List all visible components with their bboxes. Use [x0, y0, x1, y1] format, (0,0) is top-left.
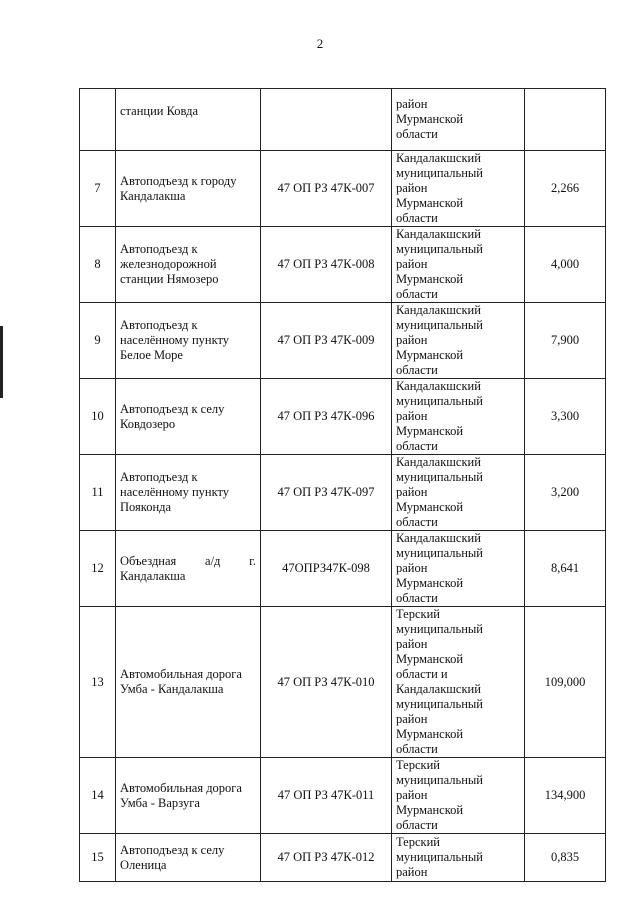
row-number: 12	[80, 531, 116, 607]
district-line: области	[396, 363, 438, 377]
district-line: области	[396, 127, 438, 141]
district	[392, 758, 525, 834]
road-code: 47 ОП РЗ 47К-096	[261, 379, 392, 455]
road-name-line: Кандалакша	[120, 188, 186, 203]
road-length	[525, 89, 606, 151]
district	[392, 455, 525, 531]
table-row	[80, 151, 606, 227]
row-number: 8	[80, 227, 116, 303]
road-name-line: Умба - Кандалакша	[120, 682, 224, 696]
road-name-line: Ковдозеро	[120, 416, 176, 431]
road-name	[116, 834, 261, 882]
district-line: район	[396, 409, 428, 423]
road-name-line: Автомобильная дорога	[120, 667, 242, 681]
district	[392, 607, 525, 758]
road-name-line: Автомобильная дорога	[120, 780, 242, 795]
row-number: 15	[80, 834, 116, 882]
district-line: Терский	[396, 607, 440, 621]
road-name-line	[120, 89, 256, 104]
district-line: муниципальный	[396, 318, 483, 332]
road-code: 47ОПРЗ47К-098	[261, 531, 392, 607]
district-line: Кандалакшский	[396, 227, 481, 241]
district-line: район	[396, 181, 428, 195]
road-name	[116, 455, 261, 531]
road-name	[116, 531, 261, 607]
district-line: муниципальный	[396, 546, 483, 560]
district-line: муниципальный	[396, 470, 483, 484]
district-line: Мурманской	[396, 424, 464, 438]
district-line: области	[396, 742, 438, 756]
district-line: Мурманской	[396, 196, 464, 210]
district-line: Мурманской	[396, 727, 464, 741]
table-row	[80, 227, 606, 303]
district-line: области	[396, 287, 438, 301]
table-row	[80, 303, 606, 379]
district-line: район	[396, 485, 428, 499]
road-length: 134,900	[525, 758, 606, 834]
district-line: муниципальный	[396, 622, 483, 636]
road-name-line: Автоподъезд к селу	[120, 842, 225, 857]
road-name-word: а/д	[205, 553, 221, 568]
road-name-word: Объездная	[120, 553, 177, 568]
road-length: 7,900	[525, 303, 606, 379]
road-length: 0,835	[525, 834, 606, 882]
road-length: 3,200	[525, 455, 606, 531]
district-line: Мурманской	[396, 348, 464, 362]
district-line: муниципальный	[396, 166, 483, 180]
table-row	[80, 455, 606, 531]
table-row	[80, 758, 606, 834]
road-name	[116, 379, 261, 455]
district-line: Кандалакшский	[396, 455, 481, 469]
road-name-line: станции Нямозеро	[120, 272, 219, 286]
district	[392, 151, 525, 227]
road-name-line: Автоподъезд к городу	[120, 173, 237, 188]
roads-table	[79, 88, 606, 882]
district-line: Кандалакшский	[396, 151, 481, 165]
road-name	[116, 758, 261, 834]
page-number: 2	[316, 36, 324, 51]
row-number: 11	[80, 455, 116, 531]
district-line: области	[396, 515, 438, 529]
road-name-line: Автоподъезд к	[120, 470, 198, 484]
road-name-word: г.	[249, 553, 256, 568]
district-line: Мурманской	[396, 112, 464, 126]
road-name-line: населённому пункту	[120, 485, 230, 499]
road-name-line: станции Ковда	[120, 104, 199, 118]
row-number: 13	[80, 607, 116, 758]
road-name	[116, 303, 261, 379]
road-name	[116, 151, 261, 227]
road-name-line: Оленица	[120, 857, 167, 872]
district	[392, 379, 525, 455]
road-length: 109,000	[525, 607, 606, 758]
district-line: район	[396, 788, 428, 802]
road-name	[116, 607, 261, 758]
table-row	[80, 531, 606, 607]
table-row	[80, 379, 606, 455]
road-name-line: Пояконда	[120, 500, 172, 514]
district-line: Мурманской	[396, 803, 464, 817]
road-name-line: Кандалакша	[120, 568, 186, 583]
row-number	[80, 89, 116, 151]
district-line: области	[396, 818, 438, 832]
district-line: Кандалакшский	[396, 379, 481, 393]
road-code: 47 ОП РЗ 47К-011	[261, 758, 392, 834]
district	[392, 834, 525, 882]
district-line: район	[396, 257, 428, 271]
district-line: Мурманской	[396, 272, 464, 286]
district-line: муниципальный	[396, 773, 483, 787]
row-number: 14	[80, 758, 116, 834]
road-code	[261, 89, 392, 151]
road-code: 47 ОП РЗ 47К-012	[261, 834, 392, 882]
district-line: муниципальный	[396, 697, 483, 711]
road-name-line: железнодорожной	[120, 257, 217, 271]
district	[392, 303, 525, 379]
district-line: Мурманской	[396, 652, 464, 666]
road-name-line	[120, 554, 256, 569]
road-code: 47 ОП РЗ 47К-007	[261, 151, 392, 227]
road-length: 4,000	[525, 227, 606, 303]
road-name-line: населённому пункту	[120, 333, 230, 347]
district	[392, 227, 525, 303]
road-name-line: Белое Море	[120, 348, 183, 362]
district-line: район	[396, 712, 428, 726]
district-line: области и	[396, 667, 448, 681]
row-number: 10	[80, 379, 116, 455]
district	[392, 89, 525, 151]
district-line: Кандалакшский	[396, 531, 481, 545]
district-line: Мурманской	[396, 576, 464, 590]
road-name-line: Автоподъезд к	[120, 318, 198, 332]
roads-table-body	[80, 89, 606, 882]
road-name-line: Автоподъезд к селу	[120, 401, 225, 416]
district-line: Терский	[396, 835, 440, 849]
district-line: район	[396, 637, 428, 651]
district	[392, 531, 525, 607]
district-line: Терский	[396, 758, 440, 772]
district-line: области	[396, 591, 438, 605]
road-name	[116, 227, 261, 303]
road-code: 47 ОП РЗ 47К-009	[261, 303, 392, 379]
district-line: район	[396, 333, 428, 347]
road-length: 3,300	[525, 379, 606, 455]
road-length: 2,266	[525, 151, 606, 227]
road-name-line: Автоподъезд к	[120, 242, 198, 256]
table-row	[80, 89, 606, 151]
margin-mark	[0, 326, 3, 398]
table-row	[80, 834, 606, 882]
row-number: 9	[80, 303, 116, 379]
road-length: 8,641	[525, 531, 606, 607]
district-line: Мурманской	[396, 500, 464, 514]
district-line: области	[396, 211, 438, 225]
district-line: муниципальный	[396, 242, 483, 256]
district-line: район	[396, 561, 428, 575]
district-line: Кандалакшский	[396, 303, 481, 317]
road-code: 47 ОП РЗ 47К-097	[261, 455, 392, 531]
table-row	[80, 607, 606, 758]
road-name	[116, 89, 261, 151]
row-number: 7	[80, 151, 116, 227]
district-line: район	[396, 865, 428, 879]
district-line: области	[396, 439, 438, 453]
district-line: район	[396, 97, 428, 111]
district-line: муниципальный	[396, 850, 483, 864]
district-line: Кандалакшский	[396, 682, 481, 696]
road-name-line: Умба - Варзуга	[120, 795, 200, 810]
road-code: 47 ОП РЗ 47К-008	[261, 227, 392, 303]
road-code: 47 ОП РЗ 47К-010	[261, 607, 392, 758]
district-line: муниципальный	[396, 394, 483, 408]
